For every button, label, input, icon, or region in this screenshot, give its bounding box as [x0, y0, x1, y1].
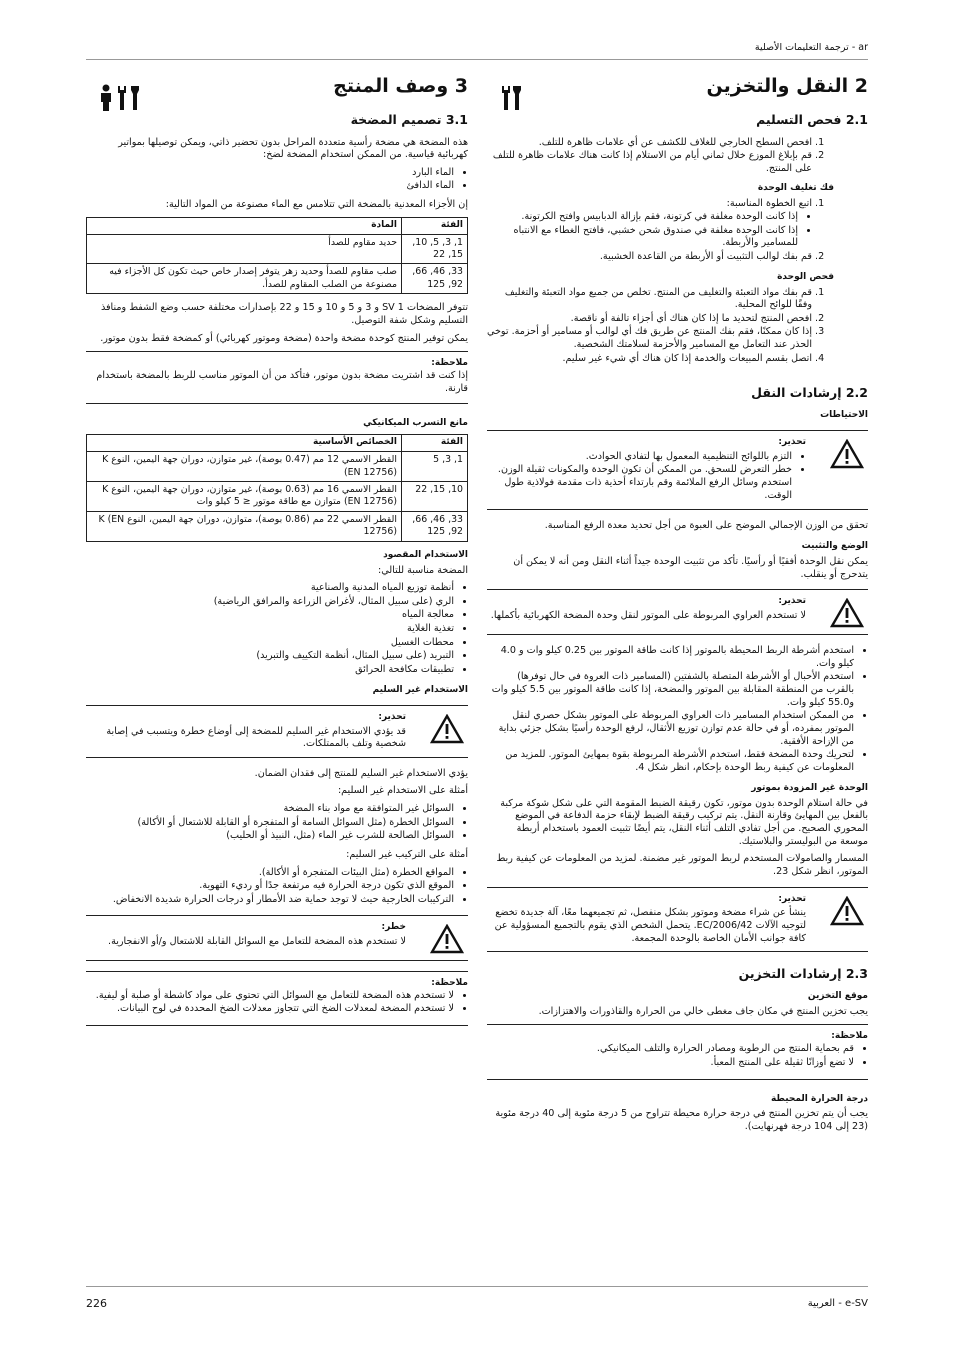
note-box: [86, 971, 468, 1026]
danger-icon: [430, 924, 464, 959]
table-row: [87, 452, 468, 482]
position-text: يمكن نقل الوحدة أفقيًا أو رأسيًا. تأكد من تثبيت الوحدة جيداً أثناء النقل ومن أنه لا يمكن أن يتدحرج أو ينقلب.: [513, 555, 868, 580]
intended-list: [86, 582, 468, 677]
list-item: 2. قم بإبلاغ الموزع خلال ثماني أيام من الاستلام إذا كانت هناك علامات ظاهرة للتلف على المنتج.: [487, 150, 812, 175]
materials-intro: إن الأجزاء المعدنية بالمضخة التي تتلامس مع الماء مصنوعة من المواد التالية:: [165, 199, 468, 211]
note-title: ملاحظة:: [431, 358, 468, 369]
table-cell: 1, 3, 5, 10, 15, 22: [402, 234, 468, 264]
list-item: • إذا كانت الوحدة مغلفة في صندوق شحن خشبي، فافتح الغطاء مع الانتباه للمسامير والأربطة.: [487, 225, 798, 250]
list-item: 2. قم بفك لوالب التثبيت أو الأربطة من القاعدة الخشبية.: [487, 251, 812, 264]
table-header: الخصائص الأساسية: [87, 435, 402, 452]
position-heading: الوضع والتثبيت: [801, 540, 868, 551]
person-tools-icon: [100, 84, 148, 117]
list-item: • الماء الدافئ: [86, 180, 454, 193]
footer-doc-label: e-SV - العربية: [807, 1298, 868, 1309]
location-heading: موقع التخزين: [807, 990, 868, 1001]
materials-table: [86, 217, 468, 295]
list-item: • استخدم الأحبال أو الأشرطة المتصلة بالشفتين (المسامير ذات العروة في حال توفرها) بالقرب من المنطقة المقابلة بين الموتور والمضخة، إذا كانت طاقة الموتور بين 5.5 كيلو وات و55.0 كيلو وات.: [487, 671, 854, 709]
section-2-column: [487, 70, 868, 1139]
no-motor-text: في حالة استلام الوحدة بدون موتور، تكون رقيقة الضبط المقومة التي على شكل شوكة مركبة بالفعل بين المهايئ وقارنة النقل. يتم تركيب رقيقة الضبط لإبقاء حزمة الدفاعة في الموضع المحوري الصحيح. من أجل تفادي التلف أثناء النقل، يتم أيضًا تثبيت العمود باستخدام أربطة موسعة من البوليستر والبلاستيك.: [500, 797, 868, 847]
install-intro: أمثلة على التركيب غير السليم:: [346, 849, 468, 861]
unpack-steps: [487, 198, 834, 263]
list-item: • من الممكن استخدام المسامير ذات العراوي المربوطة على الموتور بشكل حصري لنقل الموتور بمفرده، أو في حالة عدم توازن توزيع الأثقال، لرفع الوحدة رأسيًا بشكل جزئي بداية من الإزاحة الأفقية.: [487, 710, 854, 748]
table-cell: حديد مقاوم للصدأ: [87, 234, 402, 264]
table-header: الفئة: [402, 217, 468, 234]
inspect-steps: [487, 287, 834, 366]
warning-box: [487, 887, 868, 953]
note-box: [86, 351, 468, 404]
temperature-heading: درجة الحرارة المحيطة: [770, 1093, 868, 1104]
list-item: • لا تستخدم هذه المضخة للتعامل مع السوائل التي تحتوي على مواد كاشطة أو صلبة أو ليفية.: [86, 990, 454, 1003]
subsection-2-2-title: 2.2 إرشادات النقل: [751, 385, 868, 401]
warning-text: لا تستخدم العراوي المربوطة على الموتور لنقل وحدة المضخة الكهربائية بأكملها.: [490, 610, 806, 622]
list-item: • لا تضع أوزانًا ثقيلة على المنتج المعبأ.: [487, 1057, 854, 1070]
table-header: الفئة: [402, 435, 468, 452]
tools-icon: [501, 84, 523, 117]
warning-icon: [830, 439, 864, 474]
list-item: • السوائل غير المتوافقة مع مواد بناء المضخة: [86, 803, 454, 816]
danger-title: خطر:: [381, 921, 406, 932]
section-3-column: [86, 70, 468, 1040]
section-3-title: 3 وصف المنتج: [333, 75, 468, 97]
section-2-title: 2 النقل والتخزين: [706, 75, 868, 97]
note-box: [487, 1024, 868, 1079]
table-cell: صلب مقاوم للصدأ وحديد زهر يتوفر إصدار خاص حيث تكون كل الأجزاء فيه مصنوعة من الصلب المقاوم للصدأ.: [87, 264, 402, 294]
table-row: [87, 234, 468, 264]
table-header: المادة: [87, 217, 402, 234]
no-motor-heading: الوحدة غير المزودة بموتور: [751, 782, 868, 793]
intended-intro: المضخة مناسبة للتالي:: [378, 564, 468, 576]
list-item: • استخدم أشرطة الربط المحيطة بالموتور إذا كانت طاقة الموتور بين 0.25 كيلو وات و 4.0 كيلو وات.: [487, 645, 854, 670]
table-row: [87, 511, 468, 541]
table-cell: القطر الاسمي 12 مم (0.47 بوصة)، غير متوازن، دوران جهة اليمين، النوع K (EN 12756): [87, 452, 402, 482]
table-cell: 33, 46, 66, 92, 125: [402, 264, 468, 294]
table-cell: 1, 3, 5: [402, 452, 468, 482]
list-item: 4. اتصل بقسم المبيعات والخدمة إذا كان هناك أي شيء غير سليم.: [487, 353, 812, 366]
table-row: [87, 482, 468, 512]
section-2-heading: [487, 70, 868, 108]
warning-title: تحذير:: [378, 711, 406, 722]
versions-text: تتوفر المضخات SV 1 و 3 و 5 و 10 و 15 و 22 بإصدارات مختلفة حسب وضع الشفط ومنافذ التسليم وشكل شفة التوصيل.: [100, 302, 468, 326]
table-cell: 10, 15, 22: [402, 482, 468, 512]
precautions-heading: الاحتياطات: [820, 409, 868, 420]
check-weight-text: تحقق من الوزن الإجمالي الموضح على العبوة من أجل تحديد معدة الرفع المناسبة.: [544, 520, 868, 532]
list-item: • الماء البارد: [86, 167, 454, 180]
list-item: • خطر التعرض للسحق. من الممكن أن تكون الوحدة والمكونات ثقيلة الوزن. استخدم وسائل الرفع الملائمة وقم بارتداء أحذية ذات مقدمة فولاذية طول الوقت.: [487, 464, 792, 502]
subsection-2-1-title: 2.1 فحص التسليم: [756, 112, 868, 127]
location-text: يجب تخزين المنتج في مكان جاف مغطى خالي من الحرارة والقاذورات والاهتزازات.: [538, 1005, 868, 1017]
inspect-heading: فحص الوحدة: [777, 271, 834, 282]
warranty-text: يؤدي الاستخدام غير السليم للمنتج إلى فقدان الضمان.: [254, 767, 468, 779]
note-text: إذا كنت قد اشتريت مضخة بدون موتور، فتأكد من أن الموتور مناسب للربط بالمضخة باستخدام قارنة.: [96, 370, 468, 394]
danger-text: لا تستخدم هذه المضخة للتعامل مع السوائل القابلة للاشتعال و/أو الانفجارية.: [108, 935, 406, 947]
list-item: • الري (على سبيل المثال، لأغراض الزراعة والمرافق الرياضية): [86, 596, 454, 609]
warning-title: تحذير:: [778, 436, 806, 447]
temperature-text: يجب أن يتم تخزين المنتج في درجة حرارة محيطة تتراوح من 5 درجة مئوية إلى 40 درجة مئوية (23 إلى 104 درجة فهرنهايت).: [495, 1108, 868, 1133]
warning-text: قد يؤدي الاستخدام غير السليم للمضخة إلى أوضاع خطرة ويتسبب في إصابة شخصية وتلف بالممتلكات.: [106, 725, 406, 750]
table-cell: القطر الاسمي 16 مم (0.63 بوصة)، غير متوازن، دوران جهة اليمين، النوع K (EN 12756) متوازن مع طاقة موتور ≤ 5 كيلو وات: [87, 482, 402, 512]
subsection-3-1-title: 3.1 تصميم المضخة: [350, 112, 468, 127]
warning-icon: [830, 598, 864, 633]
list-item: 2. افحص المنتج لتحديد ما إذا كان هناك أي أجزاء تالفة أو ناقصة.: [487, 313, 812, 326]
no-motor-text-2: المسمار والصامولات المستخدم لربط الموتور غير مضمنة. لمزيد من المعلومات عن كيفية ربط الموتور، انظر شكل 23.: [496, 853, 868, 877]
improper-use-heading: الاستخدام غير السليم: [372, 684, 468, 695]
delivery-steps: [487, 137, 834, 176]
list-item: • محطات الغسيل: [86, 637, 454, 650]
list-item: • تطبيقات مكافحة الحرائق: [86, 664, 454, 677]
warning-text: ينشأ عن شراء مضخة وموتور بشكل منفصل، ثم تجميعهما معًا، آلة جديدة تخضع لتوجيه الآلات EC/2006/42. يتحمل الشخص الذي يقوم بالتجميع المسؤولية عن كافة جوانب الأمان الخاصة بالوحدة المجمعة.: [494, 907, 806, 944]
warning-box: [487, 430, 868, 511]
page-number: 226: [86, 1297, 107, 1310]
unpack-heading: فك تغليف الوحدة: [757, 183, 834, 194]
danger-box: [86, 915, 468, 961]
warning-icon: [430, 714, 464, 749]
list-item: 1. افحص السطح الخارجي للغلاف للكشف عن أي علامات ظاهرة للتلف.: [487, 137, 812, 150]
list-item: • تغذية الغلاية: [86, 623, 454, 636]
list-item: • لا تستخدم المضخة لمعدلات الضخ التي تتجاوز معدلات الضخ المحددة في لوح البيانات.: [86, 1003, 454, 1016]
list-item: • إذا كانت الوحدة مغلفة في كرتونة، فقم بإزالة الدبابيس وافتح الكرتونة.: [487, 211, 798, 224]
list-item: • التزم باللوائح التنظيمية المعمول بها لتفادي الحوادث.: [487, 451, 792, 464]
list-item: • السوائل الصالحة للشرب غير الماء (مثل، النبيذ أو الحليب): [86, 830, 454, 843]
warning-title: تحذير:: [778, 893, 806, 904]
page-footer: [86, 1286, 868, 1310]
seal-table: [86, 434, 468, 541]
warning-box: [86, 705, 468, 758]
list-item: [487, 198, 812, 250]
supply-text: يمكن توفير المنتج كوحدة مضخة واحدة (مضخة وموتور كهربائي) أو كمضخة فقط بدون موتور.: [100, 332, 468, 344]
note-title: ملاحظة:: [431, 977, 468, 988]
warning-title: تحذير:: [778, 596, 806, 607]
warning-box: [487, 589, 868, 635]
warning-icon: [830, 896, 864, 931]
table-cell: 33, 46, 66, 92, 125: [402, 511, 468, 541]
table-row: [87, 264, 468, 294]
subsection-2-3-title: 2.3 إرشادات التخزين: [738, 966, 868, 982]
list-item: • قم بحماية المنتج من الرطوبة ومصادر الحرارة والتلف الميكانيكي.: [487, 1043, 854, 1056]
list-item: • لتحريك وحدة المضخة فقط، استخدم الأشرطة المربوطة بقوة بمهايئ الموتور. للمزيد من المعلومات عن كيفية ربط الوحدة بإحكام، انظر شكل 4.: [487, 749, 854, 774]
list-item: 1. قم بفك مواد التعبئة والتغليف من المنتج. تخلص من جميع مواد التعبئة والتغليف وفقًا للوائح المحلية.: [487, 287, 812, 312]
list-item: • المواقع الخطرة (مثل البيئات المتفجرة أو الأكالة).: [86, 867, 454, 880]
list-item: • السوائل الخطرة (مثل السوائل السامة أو المتفجرة أو القابلة للاشتعال أو الأكالة): [86, 817, 454, 830]
list-item: • التركيبات الخارجية حيث لا توجد حماية ضد الأمطار أو درجات الحرارة شديدة الانخفاض.: [86, 894, 454, 907]
section-3-heading: [86, 70, 468, 108]
pump-intro: هذه المضخة هي مضخة رأسية متعددة المراحل بدون تحضير ذاتي، ويمكن توصيلها بمواتير كهربائية قياسية. من الممكن استخدام المضخة لضخ:: [118, 136, 468, 161]
page-header: [86, 40, 868, 60]
improper-list: [86, 803, 468, 843]
intended-use-heading: الاستخدام المقصود: [383, 549, 468, 560]
list-item: • معالجة المياه: [86, 609, 454, 622]
table-cell: القطر الاسمي 22 مم (0.86 بوصة)، متوازن، دوران جهة اليمين، النوع K (EN 12756): [87, 511, 402, 541]
note-title: ملاحظة:: [831, 1031, 868, 1042]
list-item: • أنظمة توزيع المياه المدنية والصناعية: [86, 582, 454, 595]
list-item: • الموقع الذي تكون درجة الحرارة فيه مرتفعة جدًا أو رديء التهوية.: [86, 880, 454, 893]
list-item: • التبريد (على سبيل المثال، أنظمة التكييف والتبريد): [86, 650, 454, 663]
list-item: 3. إذا كان ممكنًا، فقم بفك المنتج عن طريق فك أي لوالب أو مسامير أو أحزمة. توخي الحذر عند التعامل مع المسامير والأحزمة لسلامتك الشخصية.: [487, 326, 812, 351]
transport-list: [487, 645, 868, 775]
header-title: ar - ترجمة التعليمات الأصلية: [754, 42, 868, 53]
unpack-step-1: اتبع الخطوة المناسبة:: [726, 198, 812, 210]
liquids-list: [86, 167, 468, 193]
improper-examples-intro: أمثلة على الاستخدام غير السليم:: [337, 785, 468, 797]
seal-heading: مانع التسرب الميكانيكي: [363, 418, 468, 429]
install-list: [86, 867, 468, 907]
